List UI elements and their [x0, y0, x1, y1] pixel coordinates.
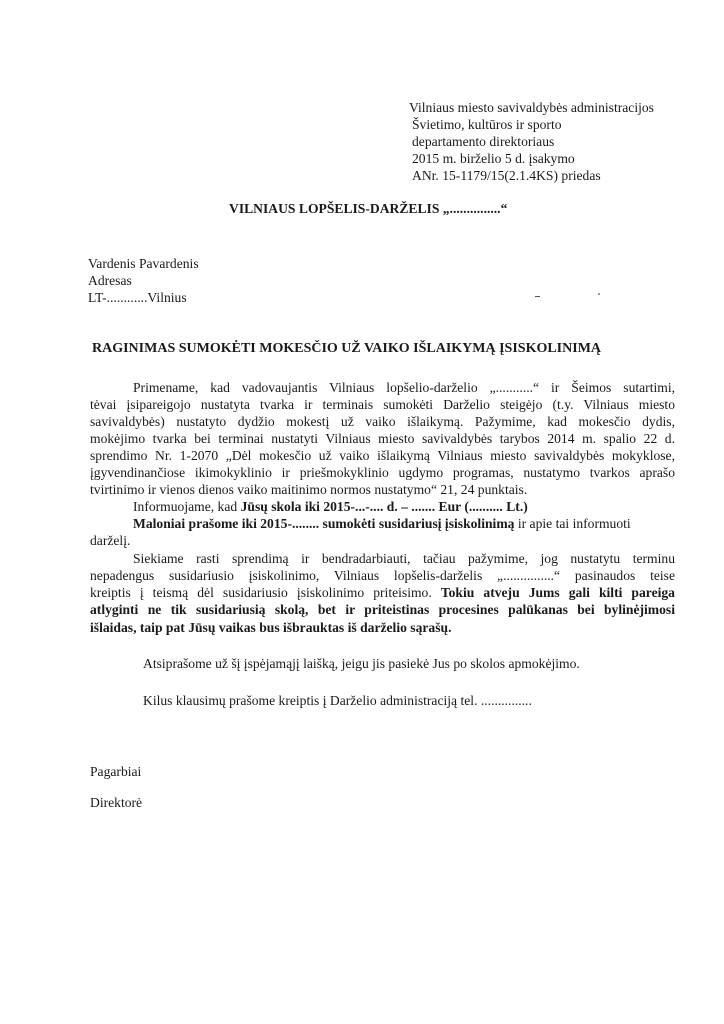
body-line: savivaldybės) nustatyto dydžio mokestį už vaiko išlaikymą. Pažymime, kad mokesčio dydis,	[90, 414, 675, 429]
body-line: tvirtinimo ir vienos dienos vaiko maitinimo normos nustatymo“ 21, 24 punktais.	[90, 482, 528, 497]
paragraph-apology: Atsiprašome už šį įspėjamąjį laišką, jeigu jis pasiekė Jus po skolos apmokėjimo.	[143, 656, 580, 671]
body-line: tėvai įsipareigojo nustatyta tvarka ir terminais sumokėti Darželio steigėjo (t.y. Vilniaus miesto	[90, 397, 675, 412]
closing: Pagarbiai	[90, 764, 142, 779]
body-line: nepadengus susidariusio įsiskolinimo, Vilniaus lopšelis-darželis „...............“ pasinaudos teise	[90, 568, 675, 583]
payment-request-bold: Maloniai prašome iki 2015-........ sumokėti susidariusį įsiskolinimą	[133, 516, 515, 531]
payment-request-suffix: ir apie tai informuoti	[514, 516, 631, 531]
court-warning-bold: Tokiu atveju Jums gali kilti pareiga	[440, 585, 675, 600]
header-line-4: 2015 m. birželio 5 d. įsakymo	[412, 151, 575, 166]
court-warning-normal: kreiptis į teismą dėl susidariusio įsiskolinimo priteisimo.	[90, 585, 441, 600]
header-line-5: ANr. 15-1179/15(2.1.4KS) priedas	[412, 168, 601, 183]
school-title: VILNIAUS LOPŠELIS-DARŽELIS „...............“	[229, 201, 508, 216]
header-line-2: Švietimo, kultūros ir sporto	[412, 117, 562, 132]
body-line: sprendimo Nr. 1-2070 „Dėl mokesčio už vaiko išlaikymą Vilniaus miesto savivaldybės mokyklose,	[90, 448, 675, 463]
body-line: įgyvendinančiose ikimokyklinio ir priešmokyklinio ugdymo programas, nustatymo tvarkos aprašo	[90, 465, 675, 480]
paragraph-debt-info	[133, 499, 528, 516]
debt-amount: Jūsų skola iki 2015-...-.... d. – ....... Eur (.......... Lt.)	[240, 499, 528, 514]
court-warning-bold-line: išlaidas, taip pat Jūsų vaikas bus išbrauktas iš darželio sąrašų.	[90, 620, 452, 635]
recipient-city: LT-............Vilnius	[88, 290, 187, 305]
body-line: mokėjimo tvarka bei terminai nustatyti Vilniaus miesto savivaldybės tarybos 2014 m. spalio 22 d.	[90, 431, 675, 446]
body-line: Siekiame rasti sprendimą ir bendradarbiauti, tačiau pažymime, jog nustatytu terminu	[133, 551, 675, 566]
recipient-address: Adresas	[88, 273, 132, 288]
header-line-1: Vilniaus miesto savivaldybės administracijos	[409, 100, 654, 115]
paragraph-contact: Kilus klausimų prašome kreiptis į Darželio administraciją tel. ...............	[143, 693, 532, 708]
scan-speck	[535, 296, 540, 297]
payment-request-line	[133, 516, 631, 533]
debt-info-prefix: Informuojame, kad	[133, 499, 241, 514]
body-line: Primename, kad vadovaujantis Vilniaus lopšelio-darželio „...........“ ir Šeimos sutartimi,	[133, 380, 675, 395]
court-warning-bold-line: atlyginti ne tik susidariusią skolą, bet ir priteistinas procesines palūkanas bei bylinėjimosi	[90, 602, 675, 617]
recipient-name: Vardenis Pavardenis	[88, 256, 199, 271]
header-line-3: departamento direktoriaus	[412, 134, 555, 149]
court-warning-line	[90, 585, 675, 602]
body-line: darželį.	[90, 533, 131, 548]
scan-speck	[598, 293, 600, 295]
document-title: RAGINIMAS SUMOKĖTI MOKESČIO UŽ VAIKO IŠLAIKYMĄ ĮSISKOLINIMĄ	[92, 341, 602, 356]
signatory-title: Direktorė	[90, 795, 143, 810]
